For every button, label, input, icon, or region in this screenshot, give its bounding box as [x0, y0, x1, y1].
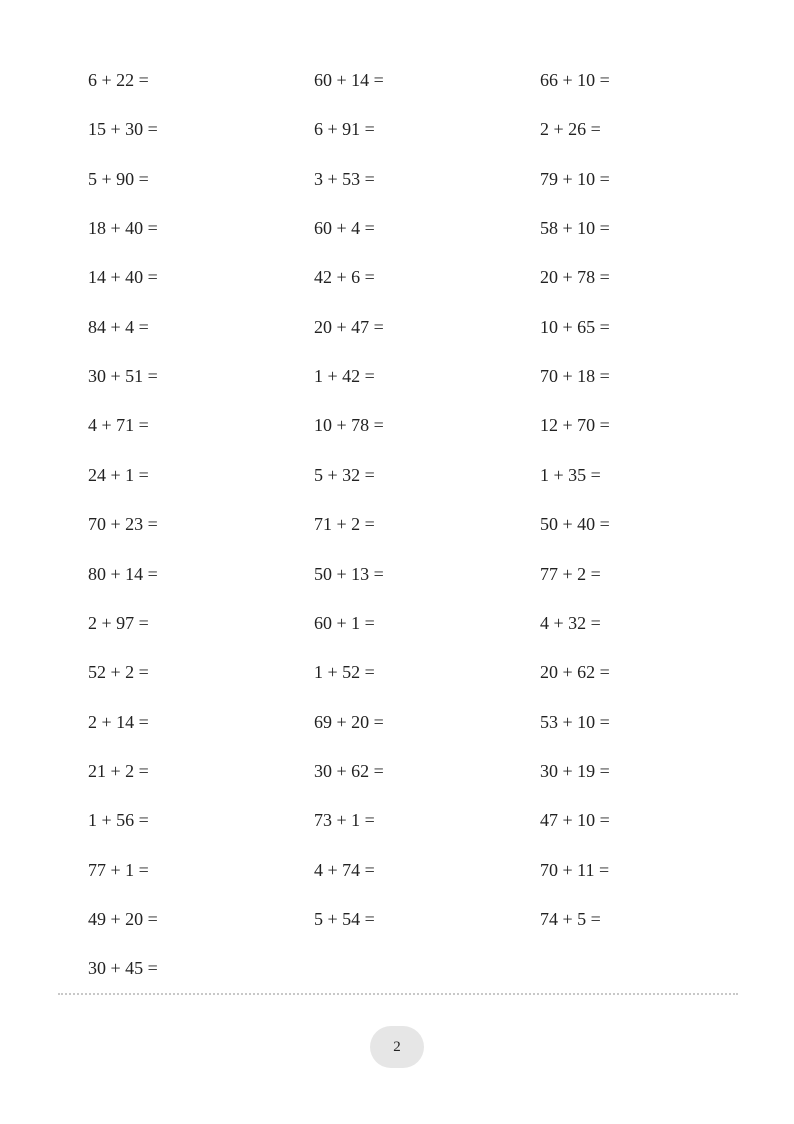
addition-problem: 79 + 10 =: [540, 169, 610, 189]
footer-divider: [58, 993, 738, 995]
addition-problem: 4 + 71 =: [88, 415, 149, 435]
addition-problem: 47 + 10 =: [540, 810, 610, 830]
addition-problem: 21 + 2 =: [88, 761, 149, 781]
addition-problem: 2 + 14 =: [88, 712, 149, 732]
addition-problem: 77 + 1 =: [88, 860, 149, 880]
addition-problem: 52 + 2 =: [88, 662, 149, 682]
addition-problem: 10 + 65 =: [540, 317, 610, 337]
addition-problem: 2 + 97 =: [88, 613, 149, 633]
addition-problem: 1 + 35 =: [540, 465, 601, 485]
addition-problem: 42 + 6 =: [314, 267, 375, 287]
addition-problem: 5 + 32 =: [314, 465, 375, 485]
addition-problem: 49 + 20 =: [88, 909, 158, 929]
addition-problem: 4 + 74 =: [314, 860, 375, 880]
addition-problem: 1 + 52 =: [314, 662, 375, 682]
addition-problem: 3 + 53 =: [314, 169, 375, 189]
addition-problem: 5 + 54 =: [314, 909, 375, 929]
addition-problem: 10 + 78 =: [314, 415, 384, 435]
addition-problem: 70 + 11 =: [540, 860, 610, 880]
addition-problem: 20 + 78 =: [540, 267, 610, 287]
addition-problem: 18 + 40 =: [88, 218, 158, 238]
addition-problem: 77 + 2 =: [540, 564, 601, 584]
addition-problem: 30 + 19 =: [540, 761, 610, 781]
addition-problem: 74 + 5 =: [540, 909, 601, 929]
addition-problem: 60 + 1 =: [314, 613, 375, 633]
addition-problem: 66 + 10 =: [540, 70, 610, 90]
addition-problem: 20 + 62 =: [540, 662, 610, 682]
addition-problem: 50 + 13 =: [314, 564, 384, 584]
addition-problem: 53 + 10 =: [540, 712, 610, 732]
addition-problem: 30 + 62 =: [314, 761, 384, 781]
addition-problem: 73 + 1 =: [314, 810, 375, 830]
addition-problem: 1 + 42 =: [314, 366, 375, 386]
addition-problem: 4 + 32 =: [540, 613, 601, 633]
addition-problem: 71 + 2 =: [314, 514, 375, 534]
addition-problem: 6 + 91 =: [314, 119, 375, 139]
addition-problem: 69 + 20 =: [314, 712, 384, 732]
addition-problem: 70 + 23 =: [88, 514, 158, 534]
addition-problem: 58 + 10 =: [540, 218, 610, 238]
addition-problem: 84 + 4 =: [88, 317, 149, 337]
addition-problem: 50 + 40 =: [540, 514, 610, 534]
addition-problem: 30 + 45 =: [88, 958, 158, 978]
addition-problem: 5 + 90 =: [88, 169, 149, 189]
addition-problem: 20 + 47 =: [314, 317, 384, 337]
addition-problem: 30 + 51 =: [88, 366, 158, 386]
addition-problem: 70 + 18 =: [540, 366, 610, 386]
addition-problem: 15 + 30 =: [88, 119, 158, 139]
addition-problem: 6 + 22 =: [88, 70, 149, 90]
page-number-badge: [370, 1026, 424, 1068]
addition-problem: 60 + 4 =: [314, 218, 375, 238]
addition-problem: 60 + 14 =: [314, 70, 384, 90]
addition-problem: 14 + 40 =: [88, 267, 158, 287]
addition-problem: 12 + 70 =: [540, 415, 610, 435]
addition-problem: 24 + 1 =: [88, 465, 149, 485]
page-number: 2: [393, 1038, 401, 1055]
addition-problem: 80 + 14 =: [88, 564, 158, 584]
addition-problem: 2 + 26 =: [540, 119, 601, 139]
addition-problem: 1 + 56 =: [88, 810, 149, 830]
